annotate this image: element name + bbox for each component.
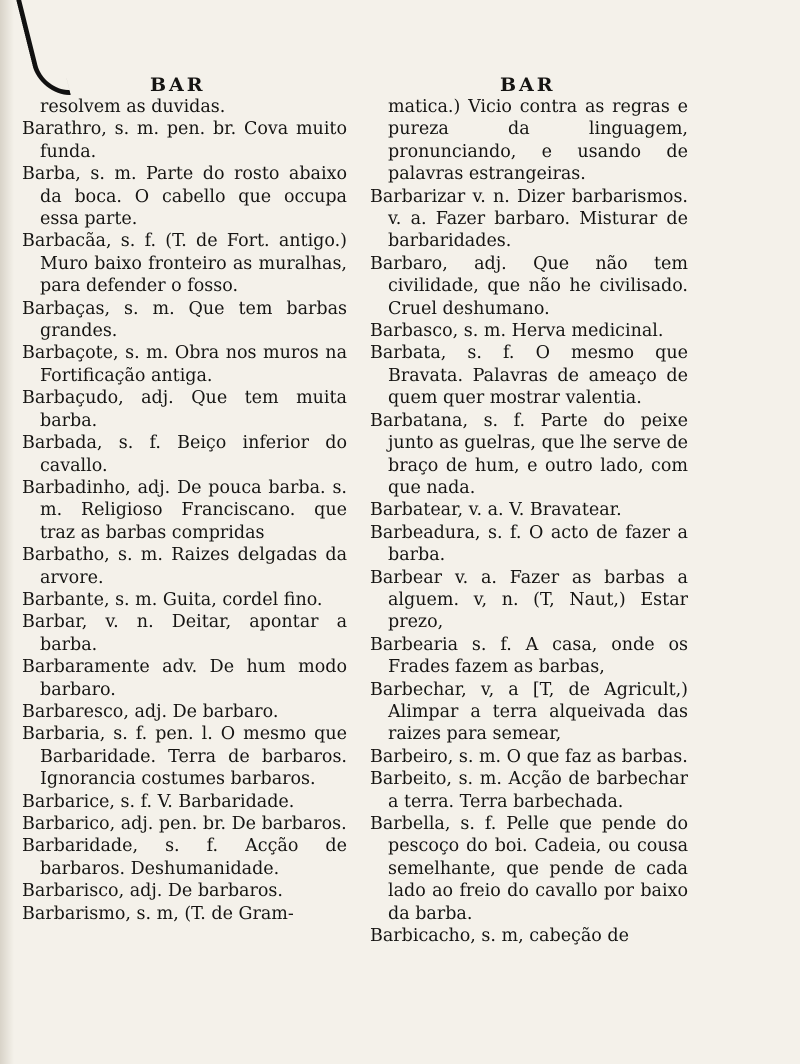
- dictionary-entry: Barbacãa, s. f. (T. de Fort. antigo.) Muro baixo fronteiro as muralhas, para defender o fosso.: [22, 231, 347, 297]
- dictionary-entry: Barbaçudo, adj. Que tem muita barba.: [22, 388, 347, 431]
- left-column: [22, 96, 347, 925]
- dictionary-entry: Barbaria, s. f. pen. l. O mesmo que Barbaridade. Terra de barbaros. Ignorancia costumes barbaros.: [22, 724, 347, 790]
- dictionary-entry: matica.) Vicio contra as regras e pureza da linguagem, pronunciando, e usando de palavras estrangeiras.: [388, 97, 688, 185]
- dictionary-entry: Barbasco, s. m. Herva medicinal.: [370, 321, 664, 342]
- dictionary-entry: Barbaças, s. m. Que tem barbas grandes.: [22, 298, 347, 342]
- dictionary-entry: Barbear v. a. Fazer as barbas a alguem. v, n. (T, Naut,) Estar prezo,: [370, 567, 688, 633]
- dictionary-entry: Barbearia s. f. A casa, onde os Frades fazem as barbas,: [370, 634, 688, 678]
- dictionary-entry: Barbechar, v, a [T, de Agricult,) Alimpar a terra alqueivada das raizes para semear,: [370, 679, 688, 745]
- dictionary-entry: Barbarico, adj. pen. br. De barbaros.: [22, 814, 347, 834]
- dictionary-entry: Barbar, v. n. Deitar, apontar a barba.: [22, 612, 347, 655]
- right-column: [370, 96, 688, 947]
- dictionary-entry: Barbaramente adv. De hum modo barbaro.: [22, 657, 347, 700]
- dictionary-entry: Barbatho, s. m. Raizes delgadas da arvore.: [22, 545, 347, 588]
- dictionary-entry: Barbeadura, s. f. O acto de fazer a barba.: [370, 522, 688, 566]
- dictionary-entry: Barbeiro, s. m. O que faz as barbas.: [370, 746, 688, 767]
- dictionary-entry: Barbeito, s. m. Acção de barbechar a terra. Terra barbechada.: [370, 769, 688, 812]
- dictionary-entry: Barbatear, v. a. V. Bravatear.: [370, 500, 622, 521]
- dictionary-entry: Barbante, s. m. Guita, cordel fino.: [22, 589, 323, 610]
- dictionary-entry: Barbicacho, s. m, cabeção de: [370, 926, 629, 947]
- dictionary-entry: Barbada, s. f. Beiço inferior do cavallo.: [22, 433, 347, 476]
- dictionary-entry: Barbarismo, s. m, (T. de Gram-: [22, 903, 294, 924]
- dictionary-entry: Barbata, s. f. O mesmo que Bravata. Palavras de ameaço de quem quer mostrar valentia.: [370, 343, 688, 409]
- page-edge-shadow: [0, 0, 14, 1064]
- dictionary-entry: Barbarizar v. n. Dizer barbarismos. v. a. Fazer barbaro. Misturar de barbaridades.: [370, 186, 688, 252]
- dictionary-entry: Barbarice, s. f. V. Barbaridade.: [22, 791, 295, 812]
- dictionary-entry: Barba, s. m. Parte do rosto abaixo da boca. O cabello que occupa essa parte.: [22, 164, 347, 230]
- dictionary-entry: Barbatana, s. f. Parte do peixe junto as guelras, que lhe serve de braço de hum, e outro lado, com que nada.: [370, 410, 688, 498]
- dictionary-entry: Barathro, s. m. pen. br. Cova muito funda.: [22, 119, 347, 162]
- dictionary-entry: Barbarisco, adj. De barbaros.: [22, 881, 283, 902]
- dictionary-entry: Barbadinho, adj. De pouca barba. s. m. Religioso Franciscano. que traz as barbas compridas: [22, 477, 347, 543]
- dictionary-entry: Barbaçote, s. m. Obra nos muros na Fortificação antiga.: [22, 343, 347, 386]
- dictionary-entry: Barbaro, adj. Que não tem civilidade, que não he civilisado. Cruel deshumano.: [370, 253, 688, 319]
- dictionary-entry: resolvem as duvidas.: [40, 97, 226, 117]
- dictionary-entry: Barbaridade, s. f. Acção de barbaros. Deshumanidade.: [22, 836, 347, 879]
- running-head-left: BAR: [150, 74, 206, 96]
- ink-mark: [16, 0, 71, 95]
- dictionary-entry: Barbaresco, adj. De barbaro.: [22, 701, 279, 722]
- running-head-right: BAR: [500, 74, 556, 96]
- dictionary-entry: Barbella, s. f. Pelle que pende do pescoço do boi. Cadeia, ou cousa semelhante, que pende de cada lado ao freio do cavallo por baixo da barba.: [370, 814, 688, 924]
